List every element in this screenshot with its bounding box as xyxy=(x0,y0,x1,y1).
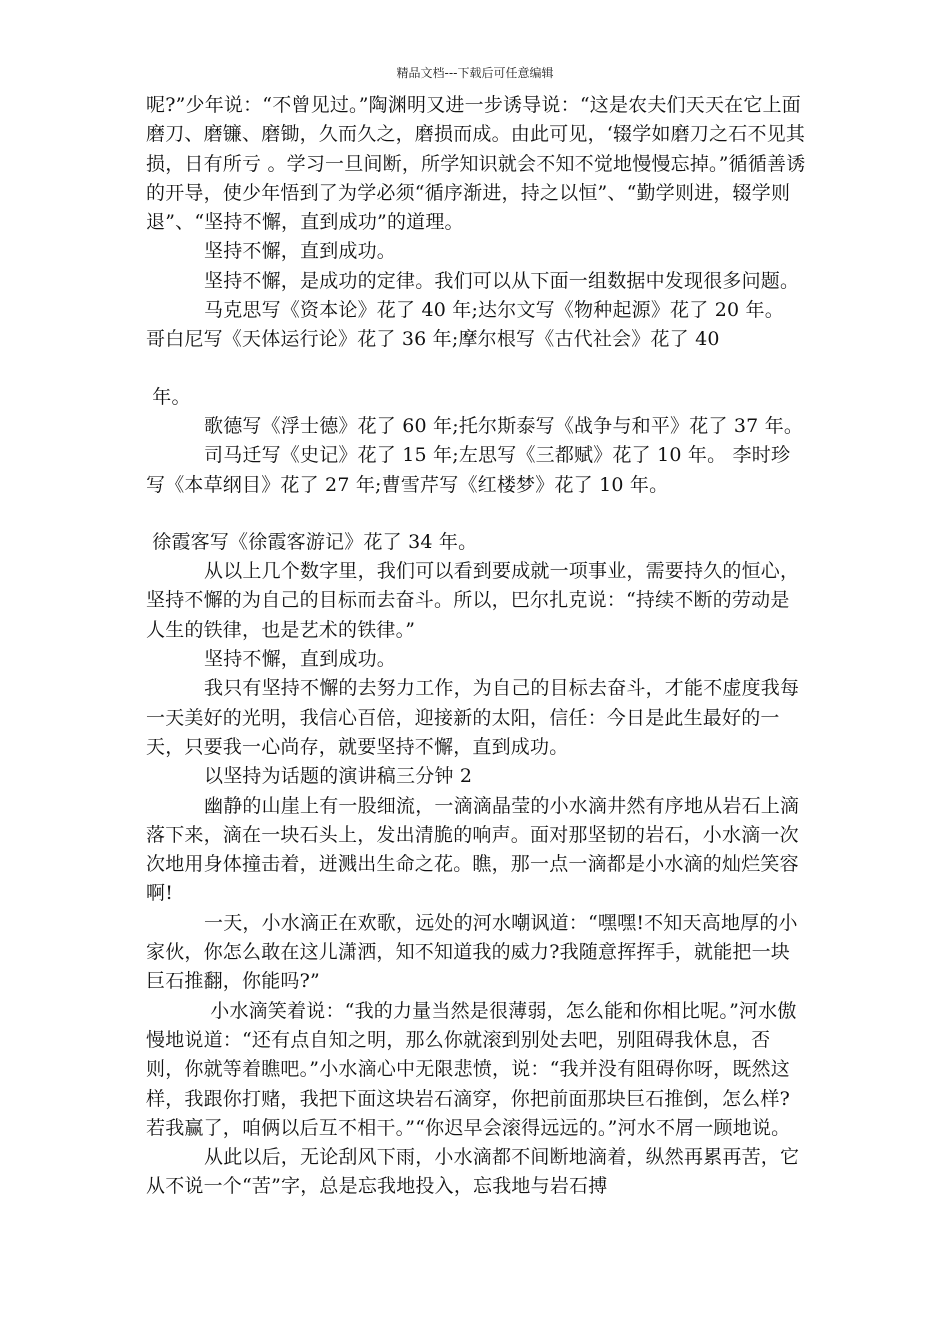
paragraph: 坚持不懈，直到成功。 xyxy=(204,240,397,263)
paragraph: 呢?”少年说：“不曾见过。”陶渊明又进一步诱导说：“这是农夫们天天在它上面磨刀、磨镰、磨锄，久而久之，磨损而成。由此可见，‘辍学如磨刀之石不见其损，日有所亏 。学习一旦间断，所学知识就会不知不觉地慢慢忘掉。”循循善诱的开导，使少年悟到了为学必须“循序渐进，持之以恒”、“勤学则进，辍学则退”、“坚持不懈，直到成功”的道理。 xyxy=(146,94,806,234)
paragraph: 歌德写《浮士德》花了 60 年;托尔斯泰写《战争与和平》花了 37 年。 xyxy=(204,414,804,437)
paragraph: 我只有坚持不懈的去努力工作，为自己的目标去奋斗，才能不虚度我每一天美好的光明，我信心百倍，迎接新的太阳，信任：今日是此生最好的一天，只要我一心尚存，就要坚持不懈，直到成功。 xyxy=(146,677,800,758)
document-body xyxy=(146,91,806,1202)
paragraph: 一天，小水滴正在欢歌，远处的河水嘲讽道：“嘿嘿!不知天高地厚的小家伙，你怎么敢在这儿潇洒，知不知道我的威力?我随意挥挥手，就能把一块巨石推翻，你能吗?” xyxy=(146,911,798,993)
paragraph: 年。 xyxy=(146,385,191,408)
paragraph: 小水滴笑着说：“我的力量当然是很薄弱，怎么能和你相比呢。”河水傲慢地说道：“还有点自知之明，那么你就滚到别处去吧，别阻碍我休息，否则，你就等着瞧吧。”小水滴心中无限悲愤，说：“我并没有阻碍你呀，既然这样，我跟你打赌，我把下面这块岩石滴穿，你把前面那块巨石推倒，怎么样?若我赢了，咱俩以后互不相干。”“你迟早会滚得远远的。”河水不屑一顾地说。 xyxy=(146,999,797,1139)
paragraph: 坚持不懈，直到成功。 xyxy=(204,648,397,671)
paragraph-gap xyxy=(146,355,806,383)
paragraph-gap xyxy=(146,500,806,528)
paragraph: 司马迁写《史记》花了 15 年;左思写《三都赋》花了 10 年。 李时珍写《本草纲目》花了 27 年;曹雪芹写《红楼梦》花了 10 年。 xyxy=(146,444,791,496)
paragraph: 幽静的山崖上有一股细流，一滴滴晶莹的小水滴井然有序地从岩石上滴落下来，滴在一块石头上，发出清脆的响声。面对那坚韧的岩石，小水滴一次次地用身体撞击着，迸溅出生命之花。瞧，那一点一滴都是小水滴的灿烂笑容啊! xyxy=(146,794,800,905)
paragraph: 坚持不懈，是成功的定律。我们可以从下面一组数据中发现很多问题。 xyxy=(204,269,800,292)
paragraph: 马克思写《资本论》花了 40 年;达尔文写《物种起源》花了 20 年。 哥白尼写《天体运行论》花了 36 年;摩尔根写《古代社会》花了 40 xyxy=(146,299,791,351)
paragraph: 徐霞客写《徐霞客游记》花了 34 年。 xyxy=(146,530,478,553)
paragraph: 从此以后，无论刮风下雨，小水滴都不间断地滴着，纵然再累再苦，它从不说一个“苦”字，总是忘我地投入，忘我地与岩石搏 xyxy=(146,1146,800,1198)
page-header: 精品文档---下载后可任意编辑 xyxy=(396,66,554,80)
section-heading: 以坚持为话题的演讲稿三分钟 2 xyxy=(204,765,473,788)
paragraph: 从以上几个数字里，我们可以看到要成就一项事业，需要持久的恒心，坚持不懈的为自己的目标而去奋斗。所以，巴尔扎克说：“持续不断的劳动是人生的铁律，也是艺术的铁律。” xyxy=(146,560,800,641)
